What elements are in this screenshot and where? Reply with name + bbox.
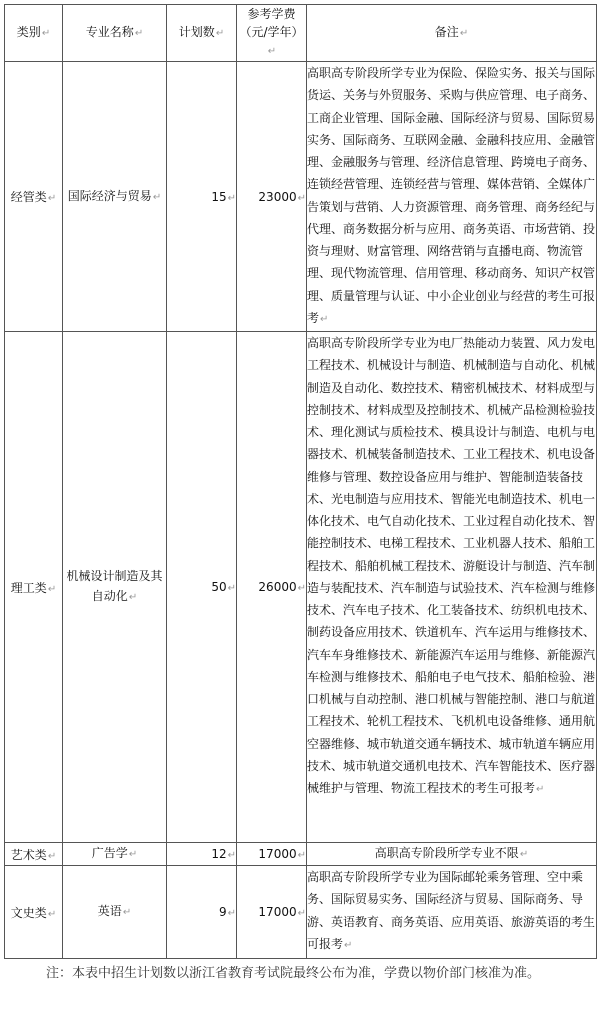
fee-cell: 26000↵ xyxy=(237,332,307,843)
fee-cell: 17000↵ xyxy=(237,843,307,866)
header-plan: 计划数↵ xyxy=(167,5,237,62)
note-cell: 高职高专阶段所学专业为保险、保险实务、报关与国际货运、关务与外贸服务、采购与供应管理、电子商务、工商企业管理、国际金融、国际经济与贸易、国际贸易实务、国际商务、互联网金融、金融科技应用、金融管理、金融服务与管理、经济信息管理、跨境电子商务、连锁经营管理、连锁经营与管理、媒体营销、全媒体广告策划与营销、人力资源管理、商务管理、商务经纪与代理、商务数据分析与应用、商务英语、市场营销、投资与理财、财富管理、网络营销与直播电商、物流管理、现代物流管理、信用管理、移动商务、知识产权管理、质量管理与认证、中小企业创业与经营的考生可报考↵ xyxy=(307,62,597,332)
fee-cell: 23000↵ xyxy=(237,62,307,332)
major-cell: 机械设计制造及其自动化↵ xyxy=(63,332,167,843)
plan-cell: 12↵ xyxy=(167,843,237,866)
category-cell: 理工类↵ xyxy=(5,332,63,843)
plan-cell: 9↵ xyxy=(167,866,237,959)
major-cell: 国际经济与贸易↵ xyxy=(63,62,167,332)
footnote: 注：本表中招生计划数以浙江省教育考试院最终公布为准，学费以物价部门核准为准。 xyxy=(46,966,541,981)
table-row xyxy=(5,866,597,959)
plan-cell: 15↵ xyxy=(167,62,237,332)
note-cell: 高职高专阶段所学专业为电厂热能动力装置、风力发电工程技术、机械设计与制造、机械制造与自动化、机械制造及自动化、数控技术、精密机械技术、材料成型与控制技术、材料成型及控制技术、机械产品检测检验技术、理化测试与质检技术、模具设计与制造、电机与电器技术、机械装备制造技术、工业工程技术、机电设备维修与管理、数控设备应用与维护、智能制造装备技术、光电制造与应用技术、智能光电制造技术、机电一体化技术、电气自动化技术、工业过程自动化技术、智能控制技术、电梯工程技术、工业机器人技术、船舶工程技术、船舶机械工程技术、游艇设计与制造、汽车制造与装配技术、汽车制造与试验技术、汽车检测与维修技术、汽车电子技术、化工装备技术、纺织机电技术、制药设备应用技术、铁道机车、汽车运用与维修技术、汽车车身维修技术、新能源汽车运用与维修、新能源汽车检测与维修技术、船舶电子电气技术、船舶检验、港口机械与自动控制、港口机械与智能控制、港口与航道工程技术、轮机工程技术、飞机机电设备维修、通用航空器维修、城市轨道交通车辆技术、城市轨道车辆应用技术、城市轨道交通机电技术、汽车智能技术、医疗器械维护与管理、物流工程技术的考生可报考↵ xyxy=(307,332,597,843)
table-header-row xyxy=(5,5,597,62)
header-category: 类别↵ xyxy=(5,5,63,62)
category-cell: 文史类↵ xyxy=(5,866,63,959)
admission-plan-table xyxy=(4,4,597,959)
header-note: 备注↵ xyxy=(307,5,597,62)
table-row xyxy=(5,332,597,843)
header-fee: 参考学费 （元/学年）↵ xyxy=(237,5,307,62)
major-cell: 广告学↵ xyxy=(63,843,167,866)
category-cell: 经管类↵ xyxy=(5,62,63,332)
plan-cell: 50↵ xyxy=(167,332,237,843)
fee-cell: 17000↵ xyxy=(237,866,307,959)
note-cell: 高职高专阶段所学专业为国际邮轮乘务管理、空中乘务、国际贸易实务、国际经济与贸易、国际商务、导游、英语教育、商务英语、应用英语、旅游英语的考生可报考↵ xyxy=(307,866,597,959)
note-cell: 高职高专阶段所学专业不限↵ xyxy=(307,843,597,866)
table-row xyxy=(5,843,597,866)
major-cell: 英语↵ xyxy=(63,866,167,959)
table-row xyxy=(5,62,597,332)
category-cell: 艺术类↵ xyxy=(5,843,63,866)
header-major: 专业名称↵ xyxy=(63,5,167,62)
